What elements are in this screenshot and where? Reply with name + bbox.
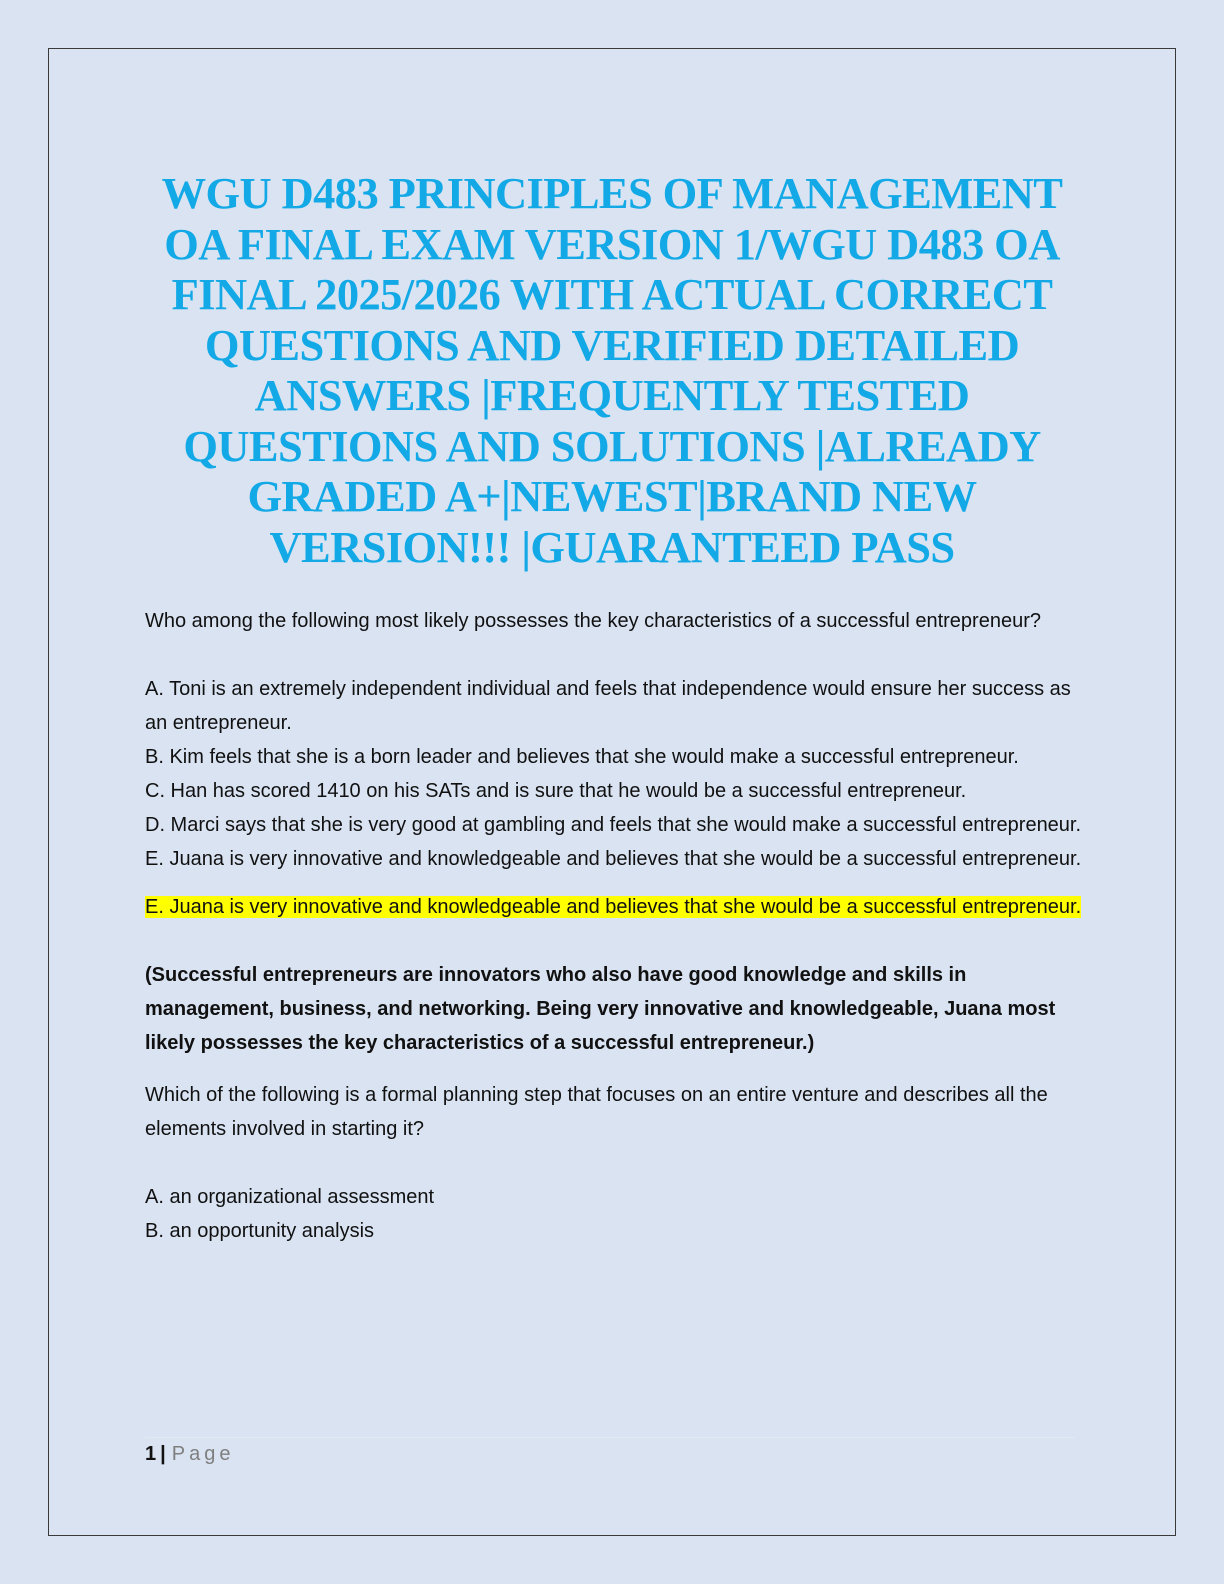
question-2-text: Which of the following is a formal planning step that focuses on an entire venture and describes all the elements involved in starting it? — [145, 1084, 1048, 1140]
spacer — [145, 876, 1085, 890]
question-2-option-a: A. an organizational assessment — [145, 1186, 435, 1208]
page-label: Page — [171, 1443, 235, 1465]
spacer — [145, 924, 1085, 958]
question-1-option-b: B. Kim feels that she is a born leader and believes that she would make a successful entrepreneur. — [145, 746, 1019, 768]
page-footer — [145, 1440, 234, 1468]
spacer — [145, 1060, 1085, 1078]
question-1-option-c: C. Han has scored 1410 on his SATs and is sure that he would be a successful entrepreneur. — [145, 780, 967, 802]
question-1-rationale: (Successful entrepreneurs are innovators who also have good knowledge and skills in management, business, and networking. Being very innovative and knowledgeable, Juana most likely possesses the key characteristics of a successful entrepreneur.) — [145, 964, 1056, 1054]
question-1-option-a: A. Toni is an extremely independent individual and feels that independence would ensure her success as an entrepreneur. — [145, 678, 1071, 734]
document-title: WGU D483 PRINCIPLES OF MANAGEMENT OA FINAL EXAM VERSION 1/WGU D483 OA FINAL 2025/2026 WITH ACTUAL CORRECT QUESTIONS AND VERIFIED DETAILED ANSWERS |FREQUENTLY TESTED QUESTIONS AND SOLUTIONS |ALREADY GRADED A+|NEWEST|BRAND NEW VERSION!!! |GUARANTEED PASS — [161, 168, 1063, 572]
question-1-answer — [145, 890, 1085, 924]
document-body — [145, 604, 1085, 1248]
page-number: 1 — [145, 1443, 157, 1465]
spacer — [145, 638, 1085, 672]
footer-divider — [145, 1437, 1075, 1438]
answer-highlight: E. Juana is very innovative and knowledgeable and believes that she would be a successful entrepreneur. — [145, 896, 1082, 918]
footer-separator: | — [160, 1443, 166, 1465]
question-1-option-e: E. Juana is very innovative and knowledgeable and believes that she would be a successful entrepreneur. — [145, 848, 1082, 870]
question-1-text: Who among the following most likely possesses the key characteristics of a successful entrepreneur? — [145, 610, 1041, 632]
spacer — [145, 1146, 1085, 1180]
question-1-option-d: D. Marci says that she is very good at gambling and feels that she would make a successful entrepreneur. — [145, 814, 1082, 836]
question-2-option-b: B. an opportunity analysis — [145, 1220, 375, 1242]
